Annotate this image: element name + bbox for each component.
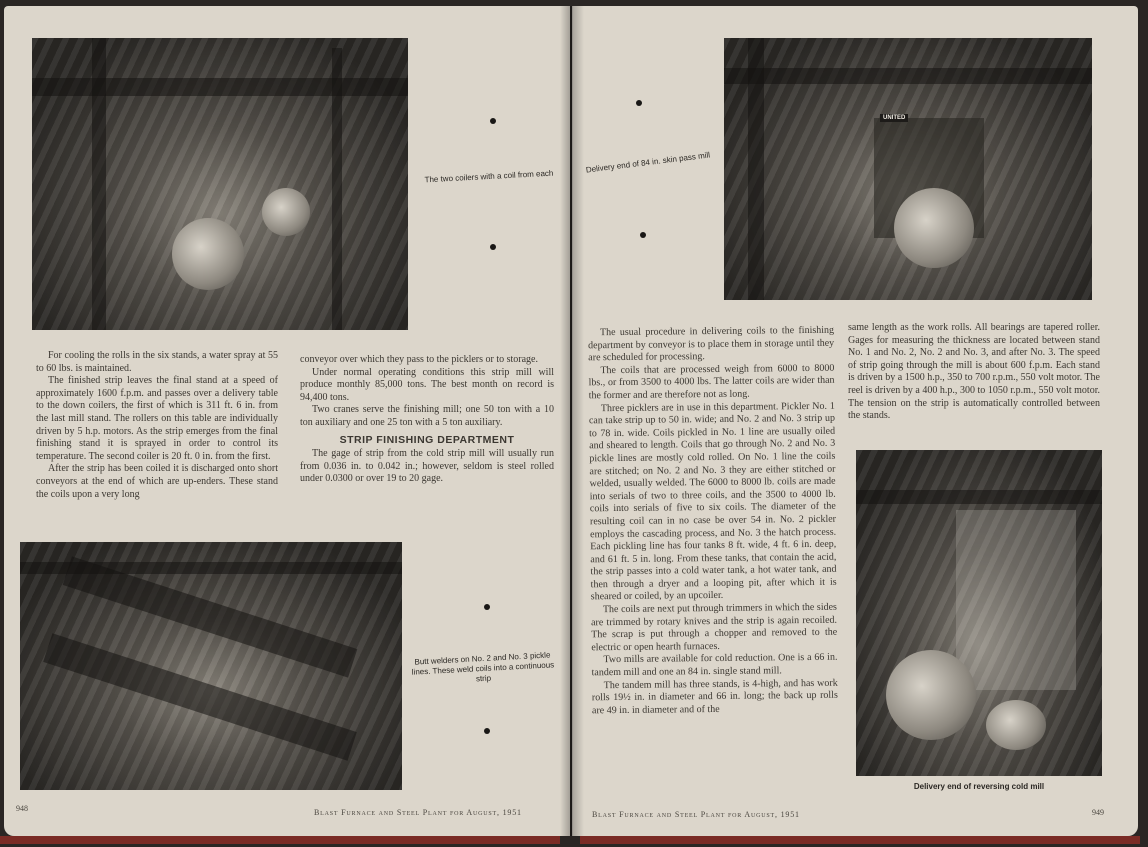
paragraph: The coils that are processed weigh from 6000 to 8000 lbs., or from 3500 to 4000 lbs. The latter coils are wider than the former and are therefore not as long. <box>588 362 835 402</box>
photo-reversing-cold-mill <box>856 450 1102 776</box>
page-number: 949 <box>1092 808 1104 817</box>
photo-skin-pass-caption: Delivery end of 84 in. skin pass mill <box>585 150 711 175</box>
margin-dot <box>490 244 496 250</box>
paragraph: The tandem mill has three stands, is 4-high, and has work rolls 19½ in. in diameter and 66 in. long; the back up rolls are 49 in. in diameter and of the <box>591 677 838 717</box>
left-page <box>4 6 570 836</box>
page-footer: Blast Furnace and Steel Plant for August, 1951 <box>592 810 800 819</box>
left-column-2 <box>300 354 554 486</box>
binding-gutter <box>560 6 584 836</box>
photo-sign-text: UNITED <box>880 114 908 122</box>
margin-dot <box>636 100 642 106</box>
paragraph: For cooling the rolls in the six stands, a water spray at 55 to 60 lbs. is maintained. <box>36 350 278 374</box>
left-column-1 <box>36 350 278 501</box>
paragraph: The finished strip leaves the final stand at a speed of approximately 1600 f.p.m. and passes over a delivery table to the down coilers, the first of which is 311 ft. 6 in. from the last mill stand. The rollers on this table are individually driven by 5 h.p. motors. As the strip emerges from the final finishing stand it is sprayed in order to control its temperature. The second coiler is 20 ft. 0 in. from the first. <box>36 375 278 462</box>
paragraph: After the strip has been coiled it is discharged onto short conveyors at the end of which are up-enders. These stand the coils upon a very long <box>36 463 278 500</box>
paragraph: Two cranes serve the finishing mill; one 50 ton with a 10 ton auxiliary and one 25 ton with a 5 ton auxiliary. <box>300 404 554 428</box>
paragraph: The coils are next put through trimmers in which the sides are trimmed by rotary knives and the strip is again recoiled. The scrap is put through a chopper and removed to the electric or open hearth furnaces. <box>590 601 838 654</box>
photo-reversing-cold-mill-caption: Delivery end of reversing cold mill <box>913 782 1045 791</box>
paragraph: Under normal operating conditions this strip mill will produce monthly 85,000 tons. The best month on record is 94,400 tons. <box>300 366 554 403</box>
photo-butt-welders <box>20 542 402 790</box>
right-column-1 <box>588 325 838 718</box>
photo-coilers-caption: The two coilers with a coil from each <box>424 168 554 185</box>
margin-dot <box>484 604 490 610</box>
paragraph: Two mills are available for cold reduction. One is a 66 in. tandem mill and one an 84 in. single stand mill. <box>591 652 838 679</box>
paragraph: same length as the work rolls. All bearings are tapered roller. Gages for measuring the thickness are located between stand No. 1 and No. 2, No. 2 and No. 3, and after No. 3. The speed of strip going through the mill is about 600 f.p.m. Each stand is driven by a 1500 h.p., 350 to 700 r.p.m., 550 volt motor. The reel is driven by a 400 h.p., 300 to 1050 r.p.m., 550 volt motor. The tension on the strip is automatically controlled between the stands. <box>848 322 1100 422</box>
page-number: 948 <box>16 804 28 813</box>
section-heading: STRIP FINISHING DEPARTMENT <box>339 433 515 446</box>
binding-edge <box>580 836 1140 844</box>
binding-edge <box>0 836 560 844</box>
margin-dot <box>490 118 496 124</box>
right-column-2 <box>848 322 1100 423</box>
photo-coilers <box>32 38 408 330</box>
photo-butt-welders-caption: Butt welders on No. 2 and No. 3 pickle lines. These weld coils into a continuous strip <box>411 650 555 684</box>
paragraph: conveyor over which they pass to the picklers or to storage. <box>300 354 538 365</box>
margin-dot <box>640 232 646 238</box>
photo-skin-pass-mill <box>724 38 1092 300</box>
page-footer: Blast Furnace and Steel Plant for August, 1951 <box>314 808 522 817</box>
right-page <box>572 6 1138 836</box>
paragraph: The usual procedure in delivering coils to the finishing department by conveyor is to place them in storage until they are scheduled for processing. <box>588 324 835 364</box>
paragraph: Three picklers are in use in this department. Pickler No. 1 can take strip up to 50 in. wide; and No. 2 and No. 3 strip up to 78 in. wide. Coils pickled in No. 1 line are usually oiled and sheared to length. Coils that go through No. 2 and No. 3 pickle lines are mostly cold rolled. On No. 1 line the coils are stitched; on No. 2 and No. 3 they are either stitched or welded, usually welded. The 6000 to 8000 lb. coils are made into serials of two to three coils, and the 3500 to 4000 lb. coils into serials of five to six coils. The diameter of the resulting coil can in no case be over 54 in. No. 2 pickler employs the cascading process, and No. 3 the hatch process. Each pickling line has four tanks 8 ft. wide, 4 ft. 6 in. deep, and 61 ft. 5 in. long. From these tanks, that contain the acid, the strip passes into a cold water tank, a hot water tank, and then through a dryer and a looping pit, after which it is sheared or coiled, by an upcoiler. <box>588 400 837 603</box>
margin-dot <box>484 728 490 734</box>
paragraph: The gage of strip from the cold strip mill will usually run from 0.036 in. to 0.042 in.; however, seldom is steel rolled under 0.0300 or over 19 to 20 gage. <box>300 448 554 485</box>
